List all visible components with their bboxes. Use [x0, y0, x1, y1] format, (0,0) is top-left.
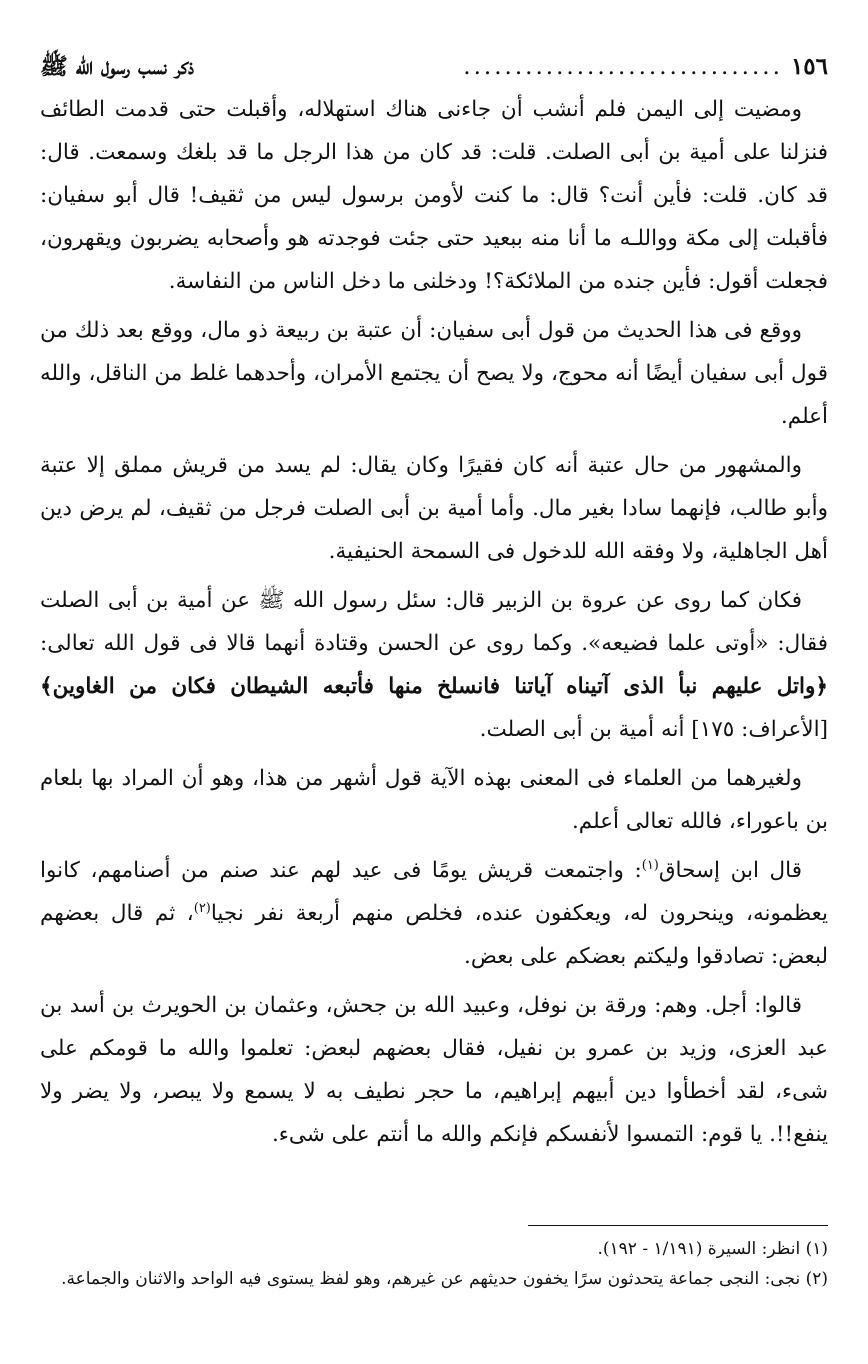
footnotes-section	[40, 1225, 828, 1294]
paragraph-2: ووقع فى هذا الحديث من قول أبى سفيان: أن عتبة بن ربيعة ذو مال، ووقع بعد ذلك من قول أبى سفيان أيضًا أنه محوج، ولا يصح أن يجتمع الأمران، وأحدهما غلط من الناقل، والله أعلم.	[40, 318, 828, 429]
paragraph-6-text-b: : واجتمعت قريش يومًا فى عيد لهم عند صنم من أصنامهم، كانوا يعظمونه، وينحرون له، ويعكفون عنده، فخلص منهم أربعة نفر نجيا	[40, 858, 828, 926]
verse-citation: [الأعراف: ١٧٥] أنه أمية بن أبى الصلت.	[479, 717, 828, 742]
paragraph-6	[40, 849, 828, 978]
page-number: ١٥٦	[790, 53, 828, 80]
paragraph-5: ولغيرهما من العلماء فى المعنى بهذه الآية قول أشهر من هذا، وهو أن المراد بها بلعام بن باعوراء، فالله تعالى أعلم.	[40, 766, 828, 834]
running-title: ذكر نسب رسول الله ﷺ	[40, 53, 195, 80]
paragraph-4	[40, 579, 828, 751]
header-dot-leader: ...............................	[463, 54, 783, 80]
footnote-1: (١) انظر: السيرة (١/١٩١ - ١٩٢).	[597, 1239, 828, 1259]
footnote-ref-1[interactable]: (١)	[641, 857, 659, 873]
footnote-divider	[528, 1225, 828, 1226]
paragraph-3: والمشهور من حال عتبة أنه كان فقيرًا وكان يقال: لم يسد من قريش مملق إلا عتبة وأبو طالب، فإنهما سادا بغير مال. وأما أمية بن أبى الصلت فرجل من ثقيف، لم يرض دين أهل الجاهلية، ولا وفقه الله للدخول فى السمحة الحنيفية.	[40, 453, 828, 564]
quran-verse: ﴿واتل عليهم نبأ الذى آتيناه آياتنا فانسلخ منها فأتبعه الشيطان فكان من الغاوين﴾	[40, 674, 828, 699]
footnote-2: (٢) نجى: النجى جماعة يتحدثون سرًا يخفون حديثهم عن غيرهم، وهو لفظ يستوى فيه الواحد والاثنان والجماعة.	[61, 1269, 828, 1289]
paragraph-6-text-a: قال ابن إسحاق	[658, 858, 802, 883]
page-header	[40, 52, 828, 88]
footnote-ref-2[interactable]: (٢)	[193, 900, 211, 916]
paragraph-4-intro: فكان كما روى عن عروة بن الزبير قال: سئل رسول الله ﷺ عن أمية بن أبى الصلت فقال: «أوتى علما فضيعه». وكما روى عن الحسن وقتادة أنهما قالا فى قول الله تعالى:	[40, 588, 828, 656]
paragraph-1: ومضيت إلى اليمن فلم أنشب أن جاءنى هناك استهلاله، وأقبلت حتى قدمت الطائف فنزلنا على أمية بن أبى الصلت. قلت: قد كان من هذا الرجل ما قد بلغك وسمعت. قال: قد كان. قلت: فأين أنت؟ قال: ما كنت لأومن برسول ليس من ثقيف! قال أبو سفيان: فأقبلت إلى مكة وواللـه ما أنا منه ببعيد حتى جئت فوجدته هو وأصحابه يضربون ويقهرون، فجعلت أقول: فأين جنده من الملائكة؟! ودخلنى ما دخل الناس من النفاسة.	[40, 97, 828, 294]
paragraph-7: قالوا: أجل. وهم: ورقة بن نوفل، وعبيد الله بن جحش، وعثمان بن الحويرث بن أسد بن عبد العزى، وزيد بن عمرو بن نفيل، فقال بعضهم لبعض: تعلموا والله ما قومكم على شىء، لقد أخطأوا دين أبيهم إبراهيم، ما حجر نطيف به لا يسمع ولا يبصر، ولا يضر ولا ينفع!!. يا قوم: التمسوا لأنفسكم فإنكم والله ما أنتم على شىء.	[40, 993, 828, 1147]
paragraph-6-text-c: ، ثم قال بعضهم لبعض: تصادقوا وليكتم بعضكم على بعض.	[40, 901, 828, 969]
